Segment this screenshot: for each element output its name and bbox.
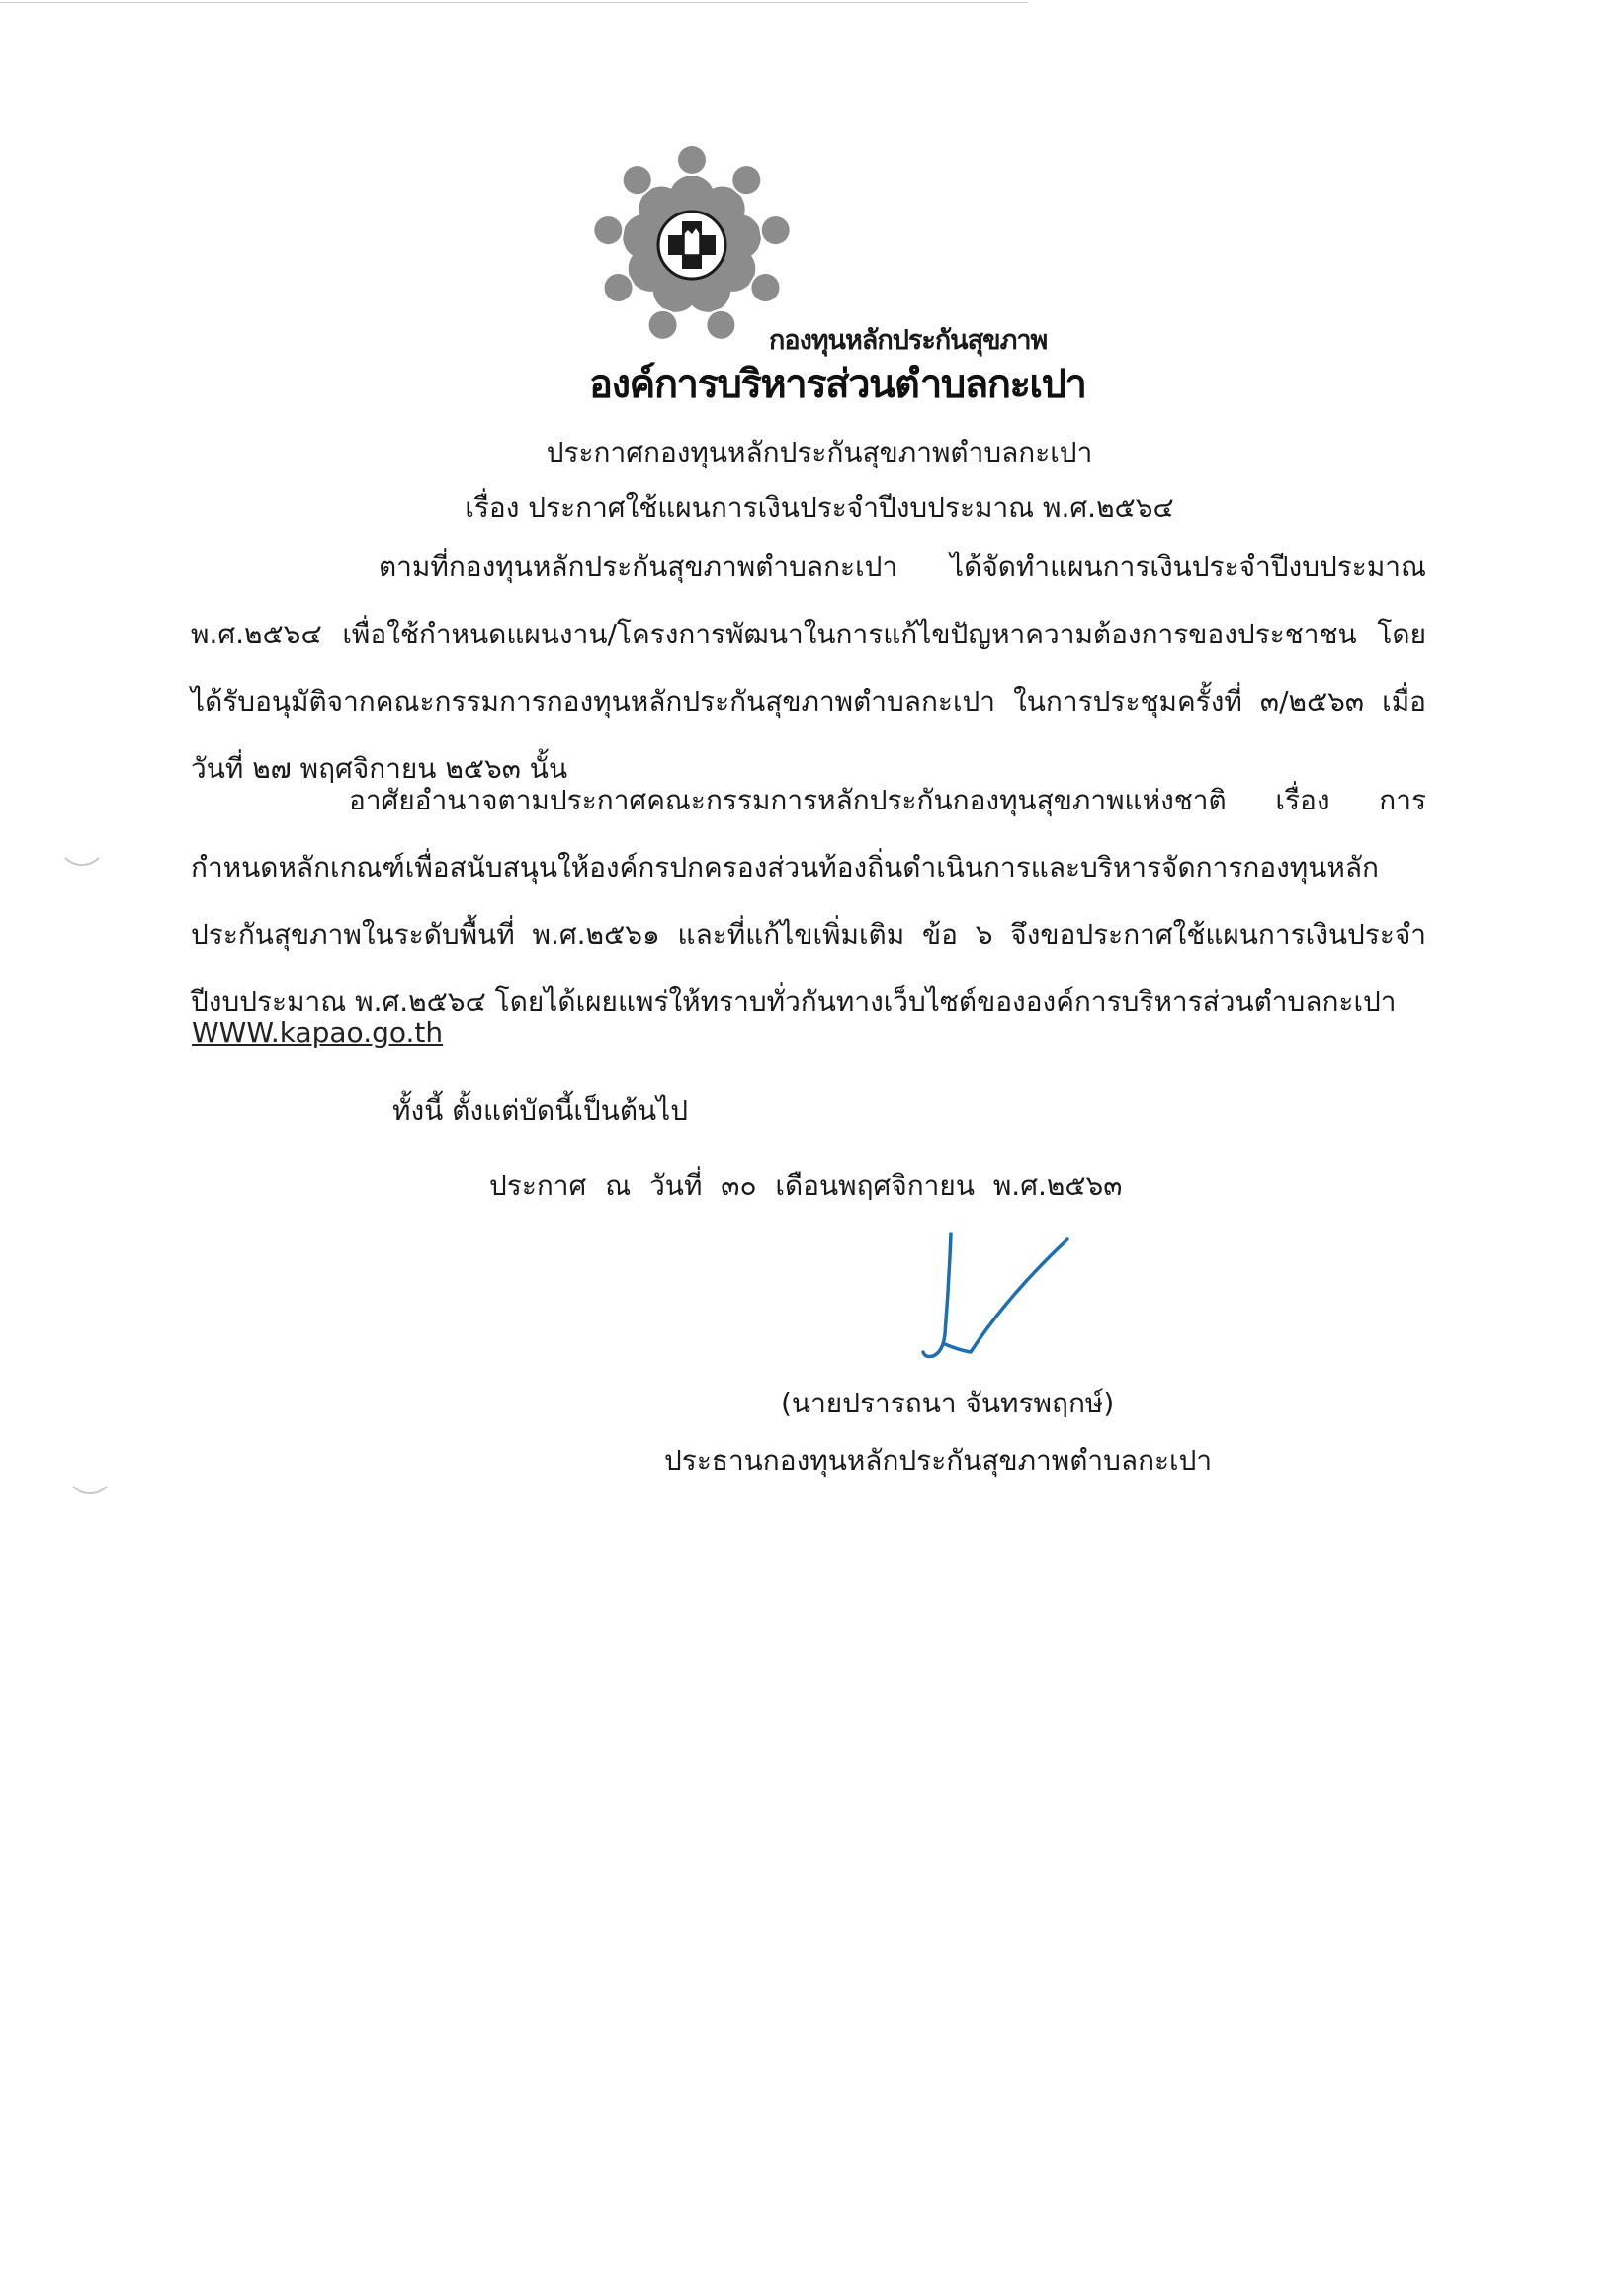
logo-text-organization: องค์การบริหารส่วนตำบลกะเปา xyxy=(589,362,1086,407)
logo-text-fund: กองทุนหลักประกันสุขภาพ xyxy=(769,325,1048,356)
announcement-subject: เรื่อง ประกาศใช้แผนการเงินประจำปีงบประมาณ พ.ศ.๒๕๖๔ xyxy=(465,491,1174,524)
handwritten-signature xyxy=(919,1226,1077,1374)
website-link[interactable]: WWW.kapao.go.th xyxy=(192,1016,444,1049)
scan-edge-line xyxy=(0,2,1028,3)
health-fund-emblem-icon xyxy=(585,138,799,352)
announcement-title: ประกาศกองทุนหลักประกันสุขภาพตำบลกะเปา xyxy=(546,436,1093,468)
announcement-date: ประกาศ ณ วันที่ ๓๐ เดือนพฤศจิกายน พ.ศ.๒๕๖๓ xyxy=(489,1169,1123,1202)
body-paragraph-2: อาศัยอำนาจตามประกาศคณะกรรมการหลักประกันกองทุนสุขภาพแห่งชาติ เรื่อง การกำหนดหลักเกณฑ์เพื่อสนับสนุนให้องค์กรปกครองส่วนท้องถิ่นดำเนินการและบริหารจัดการกองทุนหลักประกันสุขภาพในระดับพื้นที่ พ.ศ.๒๕๖๑ และที่แก้ไขเพิ่มเติม ข้อ ๖ จึงขอประกาศใช้แผนการเงินประจำปีงบประมาณ พ.ศ.๒๕๖๔ โดยได้เผยแพร่ให้ทราบทั่วกันทางเว็บไซต์ขององค์การบริหารส่วนตำบลกะเปา xyxy=(191,784,1426,1018)
signer-position: ประธานกองทุนหลักประกันสุขภาพตำบลกะเปา xyxy=(664,1444,1213,1477)
punch-hole-mark-top xyxy=(57,816,107,866)
body-paragraph-1: ตามที่กองทุนหลักประกันสุขภาพตำบลกะเปา ได้จัดทำแผนการเงินประจำปีงบประมาณ พ.ศ.๒๕๖๔ เพื่อใช้กำหนดแผนงาน/โครงการพัฒนาในการแก้ไขปัญหาความต้องการของประชาชน โดยได้รับอนุมัติจากคณะกรรมการกองทุนหลักประกันสุขภาพตำบลกะเปา ในการประชุมครั้งที่ ๓/๒๕๖๓ เมื่อวันที่ ๒๗ พฤศจิกายน ๒๕๖๓ นั้น xyxy=(191,551,1426,785)
closing-statement: ทั้งนี้ ตั้งแต่บัดนี้เป็นต้นไป xyxy=(392,1094,689,1127)
punch-hole-mark-bottom xyxy=(65,1445,115,1494)
signer-name: (นายปรารถนา จันทรพฤกษ์) xyxy=(781,1387,1115,1419)
